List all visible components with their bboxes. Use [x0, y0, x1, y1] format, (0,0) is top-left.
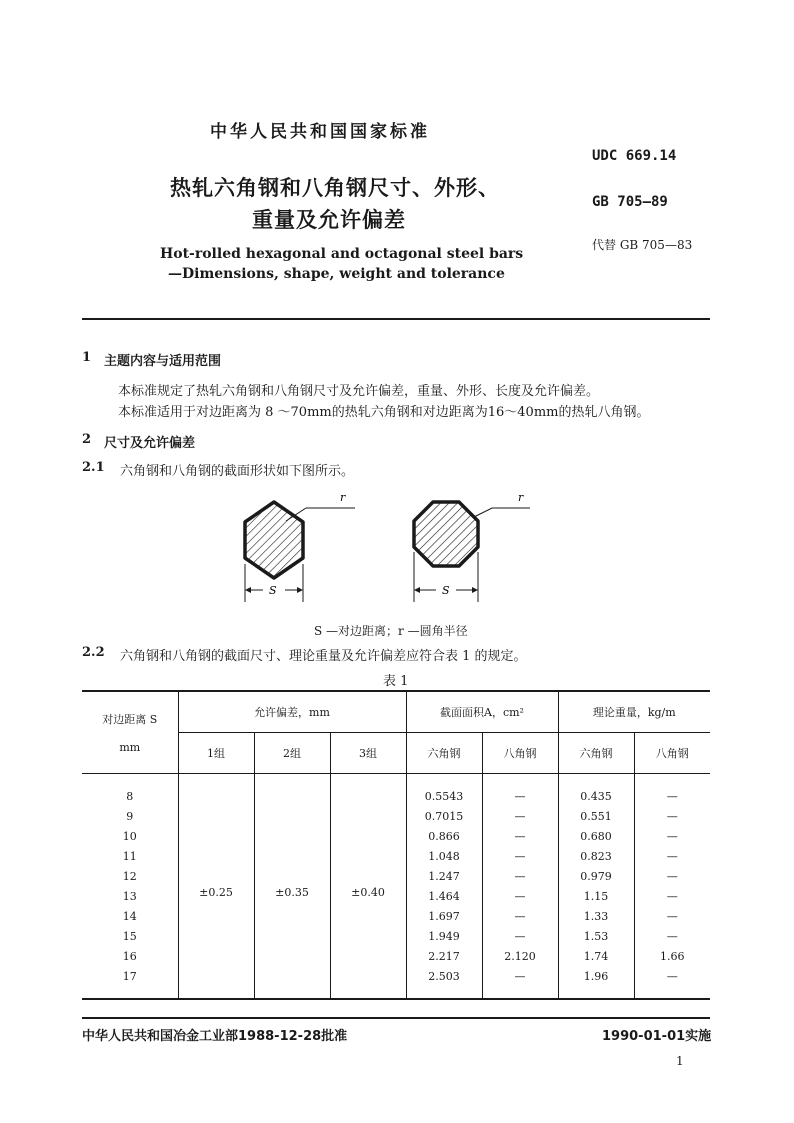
header-area-oct: 八角钢 — [482, 733, 558, 774]
cell-tolerance-group-2: ±0.35 — [254, 774, 330, 1000]
title-cn-line2: 重量及允许偏差 — [252, 208, 406, 232]
cell-distance: 16 — [122, 949, 137, 963]
cell-area-oct: — — [482, 926, 558, 946]
gb-code: GB 705—89 — [592, 194, 668, 210]
cell-weight-oct: — — [634, 906, 710, 926]
header-distance — [82, 691, 178, 774]
cell-area-hex: 2.217 — [406, 946, 482, 966]
oct-dim-arrow-left — [414, 587, 420, 593]
header-group-2: 2组 — [254, 733, 330, 774]
cell-area-hex: 1.697 — [406, 906, 482, 926]
oct-s-label: S — [442, 584, 450, 597]
cell-distance: 14 — [122, 909, 137, 923]
cross-section-figure — [230, 484, 530, 614]
cell-weight-hex: 0.551 — [558, 806, 634, 826]
cell-distance: 9 — [126, 809, 134, 823]
cell-area-oct: — — [482, 866, 558, 886]
cell-area-hex: 0.7015 — [406, 806, 482, 826]
cell-weight-oct: — — [634, 806, 710, 826]
hex-dim-arrow-left — [245, 587, 251, 593]
cell-weight-oct: 1.66 — [634, 946, 710, 966]
udc-code: UDC 669.14 — [592, 148, 677, 164]
section-2-title: 尺寸及允许偏差 — [104, 436, 196, 451]
header-group-3: 3组 — [330, 733, 406, 774]
footer-divider — [82, 1017, 710, 1019]
table-row — [82, 774, 710, 807]
cell-distance: 8 — [126, 789, 134, 803]
cell-weight-hex: 1.53 — [558, 926, 634, 946]
section-2-2-number: 2.2 — [82, 645, 105, 660]
cell-weight-oct: — — [634, 846, 710, 866]
header-area-hex: 六角钢 — [406, 733, 482, 774]
cell-area-hex: 1.048 — [406, 846, 482, 866]
approval-note: 中华人民共和国冶金工业部1988-12-28批准 — [82, 1029, 348, 1044]
replaces-code: 代替 GB 705—83 — [592, 238, 693, 252]
cell-area-oct: 2.120 — [482, 946, 558, 966]
section-2-1-text: 六角钢和八角钢的截面形状如下图所示。 — [120, 464, 355, 479]
oct-r-label: r — [518, 491, 524, 504]
cell-area-oct: — — [482, 806, 558, 826]
cell-area-oct: — — [482, 774, 558, 807]
cell-tolerance-group-3: ±0.40 — [330, 774, 406, 1000]
title-en-line1: Hot-rolled hexagonal and octagonal steel bars — [160, 246, 524, 262]
hexagon-section — [245, 502, 303, 578]
section-1-title: 主题内容与适用范围 — [104, 354, 222, 369]
cell-area-oct: — — [482, 906, 558, 926]
header-area: 截面面积A，cm² — [406, 691, 558, 733]
page-number: 1 — [676, 1054, 684, 1068]
section-2-1-number: 2.1 — [82, 460, 105, 475]
dimensions-table — [82, 690, 710, 1000]
cell-weight-hex: 0.435 — [558, 774, 634, 807]
cell-weight-oct: — — [634, 826, 710, 846]
cell-tolerance-group-1: ±0.25 — [178, 774, 254, 1000]
header-tolerance: 允许偏差，mm — [178, 691, 406, 733]
header-weight-hex: 六角钢 — [558, 733, 634, 774]
section-1-paragraph-1: 本标准规定了热轧六角钢和八角钢尺寸及允许偏差，重量、外形、长度及允许偏差。 — [118, 384, 600, 399]
header-group-1: 1组 — [178, 733, 254, 774]
cell-area-oct: — — [482, 846, 558, 866]
header-weight: 理论重量，kg/m — [558, 691, 710, 733]
hex-r-label: r — [340, 491, 346, 504]
section-1-number: 1 — [82, 350, 92, 365]
cell-weight-hex: 1.96 — [558, 966, 634, 999]
cell-weight-hex: 1.15 — [558, 886, 634, 906]
table-caption: 表 1 — [383, 674, 409, 689]
cell-weight-oct: — — [634, 774, 710, 807]
octagon-section — [414, 502, 478, 566]
cell-area-oct: — — [482, 966, 558, 999]
national-standard-heading: 中华人民共和国国家标准 — [210, 122, 430, 142]
header-weight-oct: 八角钢 — [634, 733, 710, 774]
cell-weight-oct: — — [634, 866, 710, 886]
cell-weight-hex: 1.74 — [558, 946, 634, 966]
title-en-line2: —Dimensions, shape, weight and tolerance — [168, 266, 505, 282]
cell-distance: 12 — [122, 869, 137, 883]
cell-distance: 10 — [122, 829, 137, 843]
cell-weight-hex: 1.33 — [558, 906, 634, 926]
cell-area-hex: 1.247 — [406, 866, 482, 886]
cell-weight-hex: 0.979 — [558, 866, 634, 886]
cell-weight-hex: 0.823 — [558, 846, 634, 866]
cell-distance: 11 — [122, 849, 137, 863]
cell-area-oct: — — [482, 826, 558, 846]
cell-area-hex: 1.464 — [406, 886, 482, 906]
cell-area-hex: 2.503 — [406, 966, 482, 999]
title-cn-line1: 热轧六角钢和八角钢尺寸、外形、 — [170, 176, 500, 200]
cell-area-oct: — — [482, 886, 558, 906]
figure-caption: S —对边距离；r —圆角半径 — [314, 624, 468, 638]
cell-distance: 15 — [122, 929, 137, 943]
cell-distance: 13 — [122, 889, 137, 903]
hex-dim-arrow-right — [297, 587, 303, 593]
cell-area-hex: 0.866 — [406, 826, 482, 846]
cell-area-hex: 1.949 — [406, 926, 482, 946]
header-divider — [82, 318, 710, 320]
oct-radius-leader — [474, 508, 492, 517]
table-body — [82, 774, 710, 1000]
hex-s-label: S — [269, 584, 277, 597]
cell-weight-oct: — — [634, 926, 710, 946]
section-1-paragraph-2: 本标准适用于对边距离为 8 ～70mm的热轧六角钢和对边距离为16～40mm的热轧八角钢。 — [118, 405, 650, 420]
cell-area-hex: 0.5543 — [406, 774, 482, 807]
oct-dim-arrow-right — [472, 587, 478, 593]
header-distance-unit: mm — [119, 741, 141, 754]
cell-distance: 17 — [82, 966, 178, 999]
cell-weight-oct: — — [634, 886, 710, 906]
section-2-2-text: 六角钢和八角钢的截面尺寸、理论重量及允许偏差应符合表 1 的规定。 — [120, 649, 527, 664]
cell-weight-oct: — — [634, 966, 710, 999]
effective-date: 1990-01-01实施 — [602, 1029, 712, 1044]
section-2-number: 2 — [82, 432, 92, 447]
header-distance-label: 对边距离 S — [102, 713, 158, 726]
cell-weight-hex: 0.680 — [558, 826, 634, 846]
